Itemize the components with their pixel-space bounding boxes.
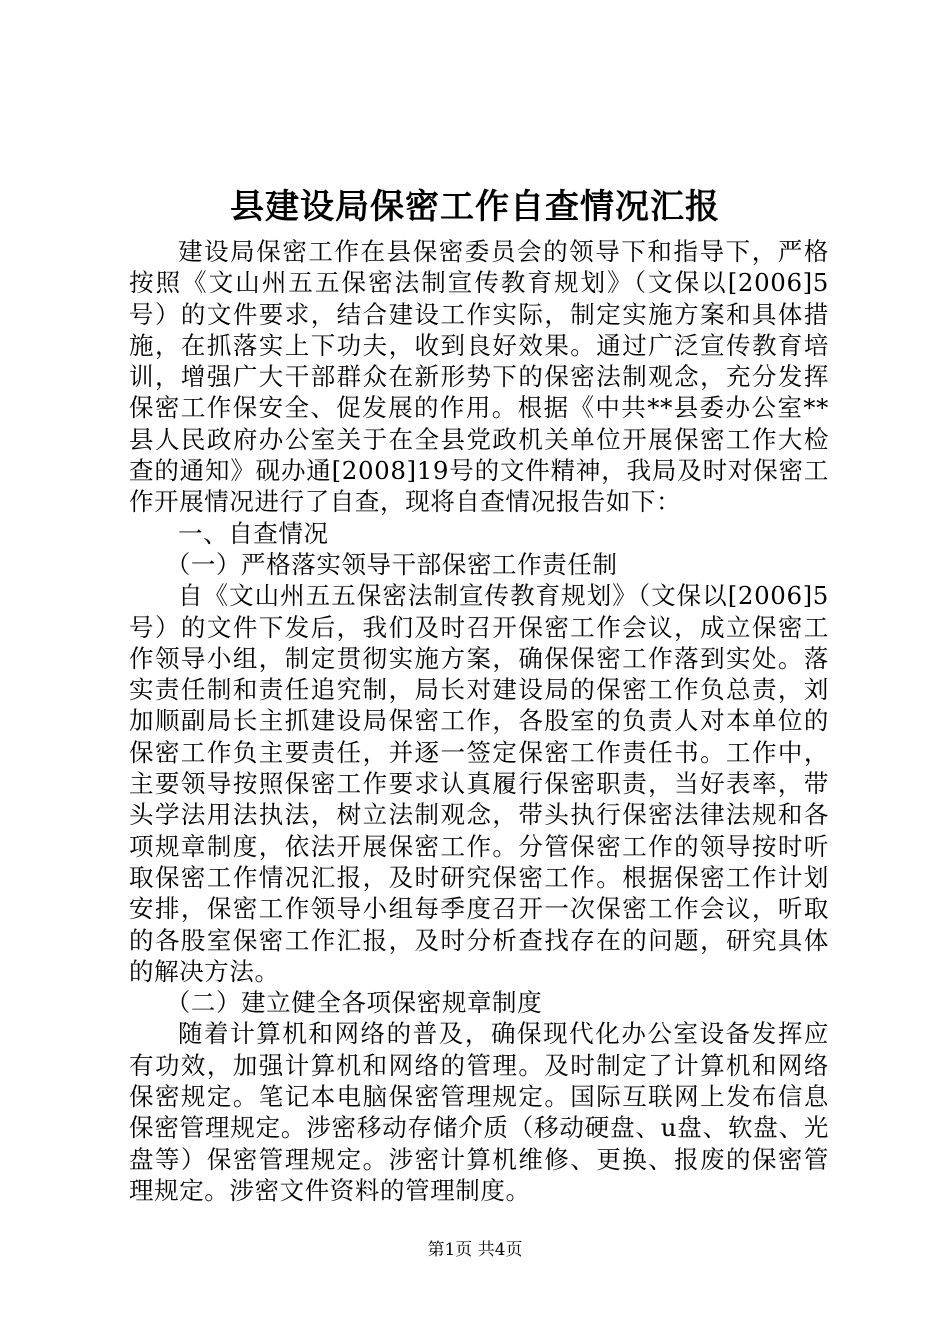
section-heading-1: 一、自查情况: [178, 518, 329, 548]
intro-paragraph: 建设局保密工作在县保密委员会的领导下和指导下，严格按照《文山州五五保密法制宣传教育规划》（文保以[2006]5号）的文件要求，结合建设工作实际，制定实施方案和具体措施，在抓落实上下功夫，收到良好效果。通过广泛宣传教育培训，增强广大干部群众在新形势下的保密法制观念，充分发挥保密工作保安全、促发展的作用。根据《中共**县委办公室**县人民政府办公室关于在全县党政机关单位开展保密工作大检查的通知》砚办通[2008]19号的文件精神，我局及时对保密工作开展情况进行了自查，现将自查情况报告如下：: [129, 237, 829, 517]
subsection-2-paragraph: 随着计算机和网络的普及，确保现代化办公室设备发挥应有功效，加强计算机和网络的管理。及时制定了计算机和网络保密规定。笔记本电脑保密管理规定。国际互联网上发布信息保密管理规定。涉密移动存储介质（移动硬盘、u盘、软盘、光盘等）保密管理规定。涉密计算机维修、更换、报废的保密管理规定。涉密文件资料的管理制度。: [129, 1019, 829, 1205]
subsection-heading-1: （一）严格落实领导干部保密工作责任制: [165, 549, 618, 579]
document-body: [129, 236, 829, 1206]
subsection-1-paragraph: 自《文山州五五保密法制宣传教育规划》（文保以[2006]5号）的文件下发后，我们及时召开保密工作会议，成立保密工作领导小组，制定贯彻实施方案，确保保密工作落到实处。落实责任制和责任追究制，局长对建设局的保密工作负总责，刘加顺副局长主抓建设局保密工作，各股室的负责人对本单位的保密工作负主要责任，并逐一签定保密工作责任书。工作中，主要领导按照保密工作要求认真履行保密职责，当好表率，带头学法用法执法，树立法制观念，带头执行保密法律法规和各项规章制度，依法开展保密工作。分管保密工作的领导按时听取保密工作情况汇报，及时研究保密工作。根据保密工作计划安排，保密工作领导小组每季度召开一次保密工作会议，听取的各股室保密工作汇报，及时分析查找存在的问题，研究具体的解决方法。: [129, 581, 829, 986]
page-number-footer: 第1页 共4页: [427, 1240, 523, 1260]
subsection-heading-2: （二）建立健全各项保密规章制度: [165, 988, 543, 1018]
document-title: 县建设局保密工作自查情况汇报: [230, 187, 720, 227]
